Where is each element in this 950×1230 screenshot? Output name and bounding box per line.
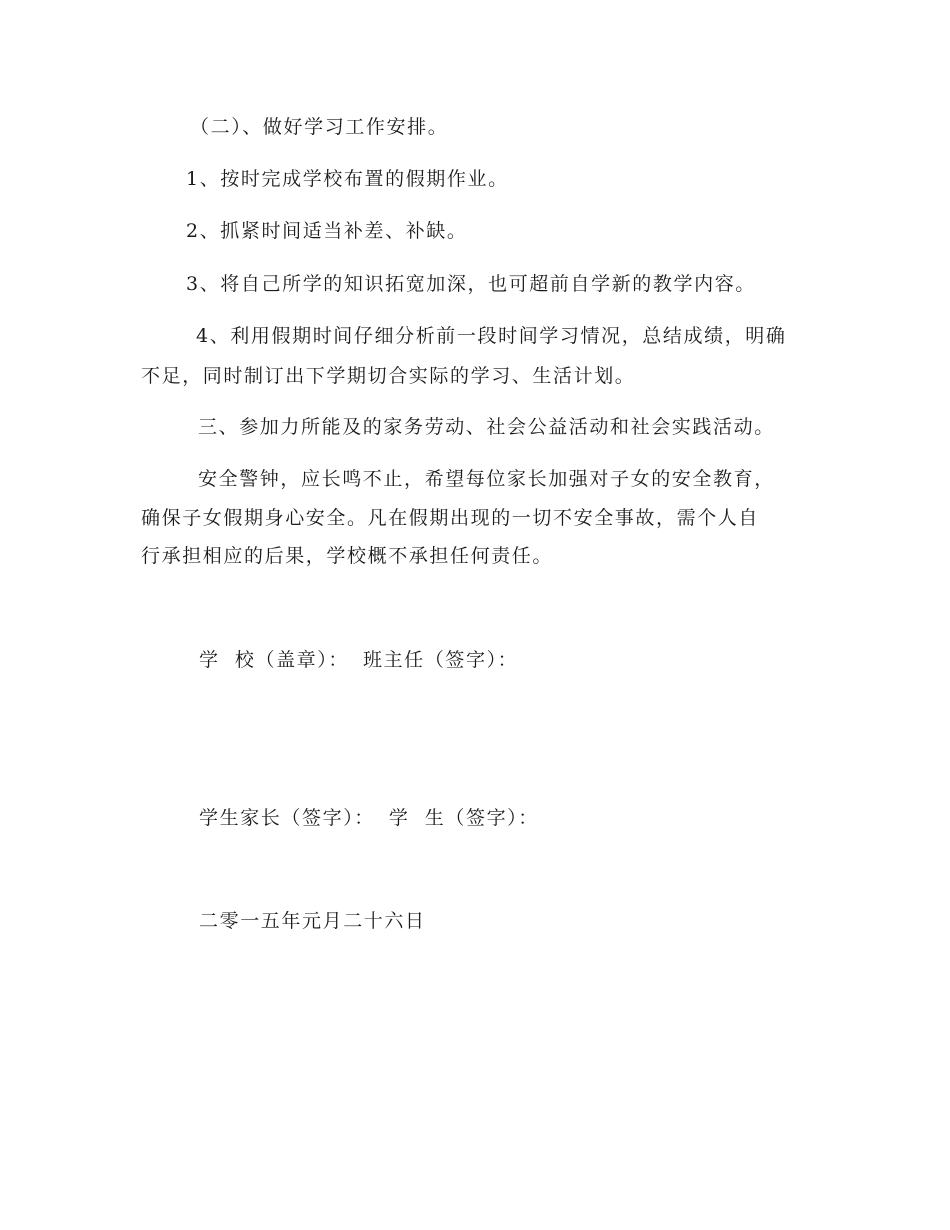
- signature-row-school: [199, 647, 518, 673]
- teacher-signature-label: 班主任（签字）：: [362, 649, 519, 671]
- safety-paragraph-line1: 安全警钟，应长鸣不止，希望每位家长加强对子女的安全教育，: [198, 468, 775, 490]
- safety-paragraph-line3: 行承担相应的后果，学校概不承担任何责任。: [141, 545, 554, 567]
- school-seal-label: 学 校（盖章）：: [199, 649, 349, 671]
- parent-signature-label: 学生家长（签字）：: [199, 807, 375, 829]
- study-item-2: 2、抓紧时间适当补差、补缺。: [186, 220, 468, 242]
- study-item-4-line2: 不足，同时制订出下学期切合实际的学习、生活计划。: [141, 365, 636, 387]
- student-signature-label: 学 生（签字）：: [388, 807, 539, 829]
- section-3-heading: 三、参加力所能及的家务劳动、社会公益活动和社会实践活动。: [198, 416, 775, 438]
- section-heading-study: （二）、做好学习工作安排。: [190, 116, 449, 138]
- study-item-4-line1: 4、利用假期时间仔细分析前一段时间学习情况，总结成绩，明确: [196, 325, 787, 347]
- safety-paragraph-line2: 确保子女假期身心安全。凡在假期出现的一切不安全事故，需个人自: [141, 507, 760, 529]
- study-item-3: 3、将自己所学的知识拓宽加深，也可超前自学新的教学内容。: [186, 273, 756, 295]
- document-date: 二零一五年元月二十六日: [199, 910, 426, 932]
- study-item-1: 1、按时完成学校布置的假期作业。: [186, 168, 509, 190]
- signature-row-family: [199, 805, 539, 831]
